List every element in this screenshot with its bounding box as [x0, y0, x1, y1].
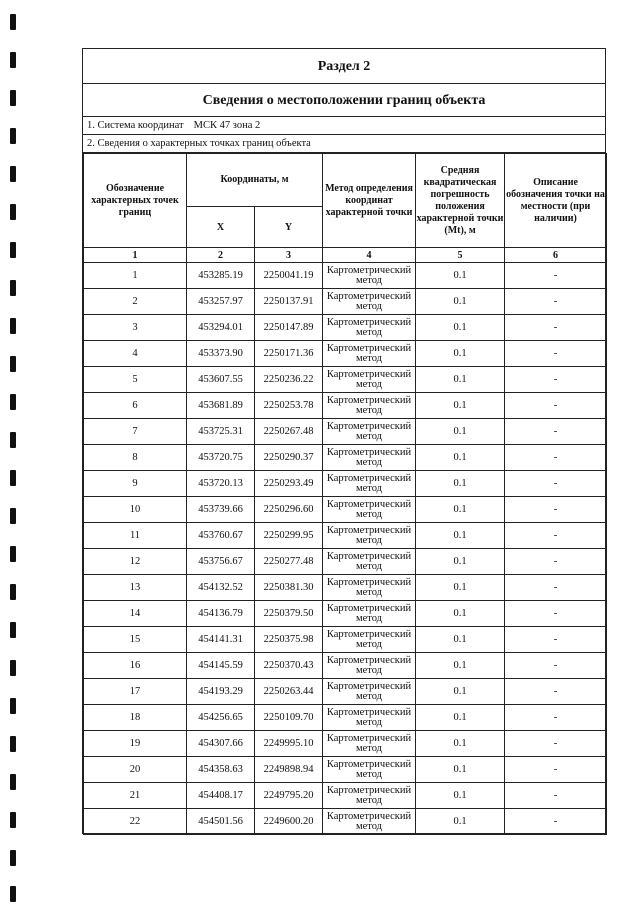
- section-title: Раздел 2: [83, 49, 605, 84]
- table-row: [84, 627, 607, 653]
- header-error: Средняя квадратическая погрешность положения характерной точки (Mt), м: [416, 154, 505, 248]
- table-row: [84, 341, 607, 367]
- boundary-points-table: [83, 153, 607, 835]
- description-cell: -: [505, 341, 607, 367]
- y-coordinate-cell: 2250137.91: [255, 289, 323, 315]
- y-coordinate-cell: 2250299.95: [255, 523, 323, 549]
- point-number-cell: 10: [84, 497, 187, 523]
- method-cell: Картометрический метод: [323, 679, 416, 705]
- y-coordinate-cell: 2250277.48: [255, 549, 323, 575]
- table-row: [84, 393, 607, 419]
- binding-hole: [10, 584, 16, 600]
- description-cell: -: [505, 809, 607, 835]
- error-cell: 0.1: [416, 627, 505, 653]
- y-coordinate-cell: 2249995.10: [255, 731, 323, 757]
- y-coordinate-cell: 2249600.20: [255, 809, 323, 835]
- x-coordinate-cell: 453257.97: [187, 289, 255, 315]
- x-coordinate-cell: 454141.31: [187, 627, 255, 653]
- error-cell: 0.1: [416, 549, 505, 575]
- description-cell: -: [505, 367, 607, 393]
- section-subtitle: Сведения о местоположении границ объекта: [83, 84, 605, 117]
- column-number: 2: [187, 248, 255, 263]
- coordinate-system-row: [83, 117, 605, 135]
- x-coordinate-cell: 454408.17: [187, 783, 255, 809]
- method-cell: Картометрический метод: [323, 263, 416, 289]
- x-coordinate-cell: 453373.90: [187, 341, 255, 367]
- y-coordinate-cell: 2250267.48: [255, 419, 323, 445]
- method-cell: Картометрический метод: [323, 471, 416, 497]
- binding-hole: [10, 774, 16, 790]
- method-cell: Картометрический метод: [323, 705, 416, 731]
- error-cell: 0.1: [416, 679, 505, 705]
- point-number-cell: 4: [84, 341, 187, 367]
- error-cell: 0.1: [416, 523, 505, 549]
- y-coordinate-cell: 2249795.20: [255, 783, 323, 809]
- table-row: [84, 783, 607, 809]
- header-coordinates: Координаты, м: [187, 154, 323, 207]
- method-cell: Картометрический метод: [323, 445, 416, 471]
- header-method: Метод определения координат характерной точки: [323, 154, 416, 248]
- error-cell: 0.1: [416, 445, 505, 471]
- document-frame: [82, 48, 606, 834]
- method-cell: Картометрический метод: [323, 289, 416, 315]
- point-number-cell: 13: [84, 575, 187, 601]
- x-coordinate-cell: 453607.55: [187, 367, 255, 393]
- x-coordinate-cell: 453294.01: [187, 315, 255, 341]
- binding-hole: [10, 128, 16, 144]
- y-coordinate-cell: 2250375.98: [255, 627, 323, 653]
- table-row: [84, 549, 607, 575]
- header-designation: Обозначение характерных точек границ: [84, 154, 187, 248]
- error-cell: 0.1: [416, 783, 505, 809]
- description-cell: -: [505, 601, 607, 627]
- table-row: [84, 445, 607, 471]
- binding-hole: [10, 698, 16, 714]
- point-number-cell: 2: [84, 289, 187, 315]
- table-row: [84, 679, 607, 705]
- point-number-cell: 14: [84, 601, 187, 627]
- point-number-cell: 15: [84, 627, 187, 653]
- x-coordinate-cell: 453720.13: [187, 471, 255, 497]
- x-coordinate-cell: 454136.79: [187, 601, 255, 627]
- table-header-row: [84, 154, 607, 207]
- table-row: [84, 471, 607, 497]
- points-info-row: [83, 135, 605, 153]
- error-cell: 0.1: [416, 575, 505, 601]
- error-cell: 0.1: [416, 315, 505, 341]
- description-cell: -: [505, 731, 607, 757]
- method-cell: Картометрический метод: [323, 393, 416, 419]
- binding-hole: [10, 52, 16, 68]
- x-coordinate-cell: 454132.52: [187, 575, 255, 601]
- coordinate-system-value: МСК 47 зона 2: [193, 120, 261, 131]
- binding-hole: [10, 470, 16, 486]
- point-number-cell: 22: [84, 809, 187, 835]
- method-cell: Картометрический метод: [323, 731, 416, 757]
- column-number: 5: [416, 248, 505, 263]
- binding-hole: [10, 622, 16, 638]
- description-cell: -: [505, 783, 607, 809]
- binding-hole: [10, 280, 16, 296]
- error-cell: 0.1: [416, 289, 505, 315]
- x-coordinate-cell: 454307.66: [187, 731, 255, 757]
- y-coordinate-cell: 2250253.78: [255, 393, 323, 419]
- binding-hole: [10, 242, 16, 258]
- description-cell: -: [505, 289, 607, 315]
- table-row: [84, 809, 607, 835]
- header-y: Y: [255, 207, 323, 248]
- table-row: [84, 419, 607, 445]
- points-info-label: 2. Сведения о характерных точках границ объекта: [87, 138, 311, 149]
- y-coordinate-cell: 2250041.19: [255, 263, 323, 289]
- error-cell: 0.1: [416, 757, 505, 783]
- description-cell: -: [505, 315, 607, 341]
- x-coordinate-cell: 453725.31: [187, 419, 255, 445]
- method-cell: Картометрический метод: [323, 757, 416, 783]
- description-cell: -: [505, 471, 607, 497]
- point-number-cell: 5: [84, 367, 187, 393]
- method-cell: Картометрический метод: [323, 601, 416, 627]
- description-cell: -: [505, 679, 607, 705]
- y-coordinate-cell: 2250263.44: [255, 679, 323, 705]
- description-cell: -: [505, 523, 607, 549]
- point-number-cell: 8: [84, 445, 187, 471]
- x-coordinate-cell: 454358.63: [187, 757, 255, 783]
- method-cell: Картометрический метод: [323, 809, 416, 835]
- method-cell: Картометрический метод: [323, 497, 416, 523]
- column-number: 3: [255, 248, 323, 263]
- error-cell: 0.1: [416, 731, 505, 757]
- table-row: [84, 705, 607, 731]
- table-row: [84, 523, 607, 549]
- x-coordinate-cell: 453739.66: [187, 497, 255, 523]
- binding-hole: [10, 736, 16, 752]
- description-cell: -: [505, 575, 607, 601]
- binding-hole: [10, 546, 16, 562]
- x-coordinate-cell: 453681.89: [187, 393, 255, 419]
- x-coordinate-cell: 454145.59: [187, 653, 255, 679]
- y-coordinate-cell: 2250370.43: [255, 653, 323, 679]
- y-coordinate-cell: 2250379.50: [255, 601, 323, 627]
- y-coordinate-cell: 2250236.22: [255, 367, 323, 393]
- binding-hole: [10, 432, 16, 448]
- binding-hole: [10, 356, 16, 372]
- method-cell: Картометрический метод: [323, 627, 416, 653]
- error-cell: 0.1: [416, 471, 505, 497]
- column-numbers-row: [84, 248, 607, 263]
- point-number-cell: 19: [84, 731, 187, 757]
- description-cell: -: [505, 497, 607, 523]
- point-number-cell: 20: [84, 757, 187, 783]
- column-number: 1: [84, 248, 187, 263]
- binding-hole: [10, 14, 16, 30]
- description-cell: -: [505, 627, 607, 653]
- x-coordinate-cell: 453760.67: [187, 523, 255, 549]
- description-cell: -: [505, 705, 607, 731]
- table-row: [84, 263, 607, 289]
- point-number-cell: 7: [84, 419, 187, 445]
- y-coordinate-cell: 2250109.70: [255, 705, 323, 731]
- description-cell: -: [505, 393, 607, 419]
- description-cell: -: [505, 653, 607, 679]
- table-row: [84, 653, 607, 679]
- description-cell: -: [505, 757, 607, 783]
- y-coordinate-cell: 2250381.30: [255, 575, 323, 601]
- binding-holes: [10, 0, 18, 905]
- point-number-cell: 12: [84, 549, 187, 575]
- error-cell: 0.1: [416, 263, 505, 289]
- point-number-cell: 1: [84, 263, 187, 289]
- error-cell: 0.1: [416, 653, 505, 679]
- header-x: X: [187, 207, 255, 248]
- point-number-cell: 9: [84, 471, 187, 497]
- error-cell: 0.1: [416, 419, 505, 445]
- error-cell: 0.1: [416, 393, 505, 419]
- y-coordinate-cell: 2249898.94: [255, 757, 323, 783]
- binding-hole: [10, 394, 16, 410]
- y-coordinate-cell: 2250171.36: [255, 341, 323, 367]
- binding-hole: [10, 166, 16, 182]
- binding-hole: [10, 812, 16, 828]
- error-cell: 0.1: [416, 809, 505, 835]
- table-row: [84, 757, 607, 783]
- table-row: [84, 497, 607, 523]
- error-cell: 0.1: [416, 367, 505, 393]
- column-number: 6: [505, 248, 607, 263]
- point-number-cell: 21: [84, 783, 187, 809]
- y-coordinate-cell: 2250293.49: [255, 471, 323, 497]
- header-description: Описание обозначения точки на местности (при наличии): [505, 154, 607, 248]
- method-cell: Картометрический метод: [323, 549, 416, 575]
- point-number-cell: 3: [84, 315, 187, 341]
- table-row: [84, 289, 607, 315]
- method-cell: Картометрический метод: [323, 783, 416, 809]
- error-cell: 0.1: [416, 601, 505, 627]
- point-number-cell: 17: [84, 679, 187, 705]
- y-coordinate-cell: 2250290.37: [255, 445, 323, 471]
- binding-hole: [10, 886, 16, 902]
- y-coordinate-cell: 2250147.89: [255, 315, 323, 341]
- table-row: [84, 315, 607, 341]
- x-coordinate-cell: 453720.75: [187, 445, 255, 471]
- description-cell: -: [505, 549, 607, 575]
- error-cell: 0.1: [416, 497, 505, 523]
- coordinate-system-label: 1. Система координат: [87, 120, 184, 131]
- error-cell: 0.1: [416, 705, 505, 731]
- error-cell: 0.1: [416, 341, 505, 367]
- method-cell: Картометрический метод: [323, 341, 416, 367]
- method-cell: Картометрический метод: [323, 653, 416, 679]
- method-cell: Картометрический метод: [323, 523, 416, 549]
- method-cell: Картометрический метод: [323, 575, 416, 601]
- method-cell: Картометрический метод: [323, 419, 416, 445]
- x-coordinate-cell: 454501.56: [187, 809, 255, 835]
- point-number-cell: 6: [84, 393, 187, 419]
- point-number-cell: 11: [84, 523, 187, 549]
- y-coordinate-cell: 2250296.60: [255, 497, 323, 523]
- binding-hole: [10, 204, 16, 220]
- binding-hole: [10, 850, 16, 866]
- table-row: [84, 601, 607, 627]
- binding-hole: [10, 660, 16, 676]
- point-number-cell: 16: [84, 653, 187, 679]
- method-cell: Картометрический метод: [323, 315, 416, 341]
- x-coordinate-cell: 454256.65: [187, 705, 255, 731]
- binding-hole: [10, 318, 16, 334]
- method-cell: Картометрический метод: [323, 367, 416, 393]
- description-cell: -: [505, 419, 607, 445]
- table-row: [84, 731, 607, 757]
- binding-hole: [10, 90, 16, 106]
- table-row: [84, 367, 607, 393]
- binding-hole: [10, 508, 16, 524]
- description-cell: -: [505, 445, 607, 471]
- table-row: [84, 575, 607, 601]
- column-number: 4: [323, 248, 416, 263]
- point-number-cell: 18: [84, 705, 187, 731]
- description-cell: -: [505, 263, 607, 289]
- x-coordinate-cell: 453756.67: [187, 549, 255, 575]
- x-coordinate-cell: 454193.29: [187, 679, 255, 705]
- x-coordinate-cell: 453285.19: [187, 263, 255, 289]
